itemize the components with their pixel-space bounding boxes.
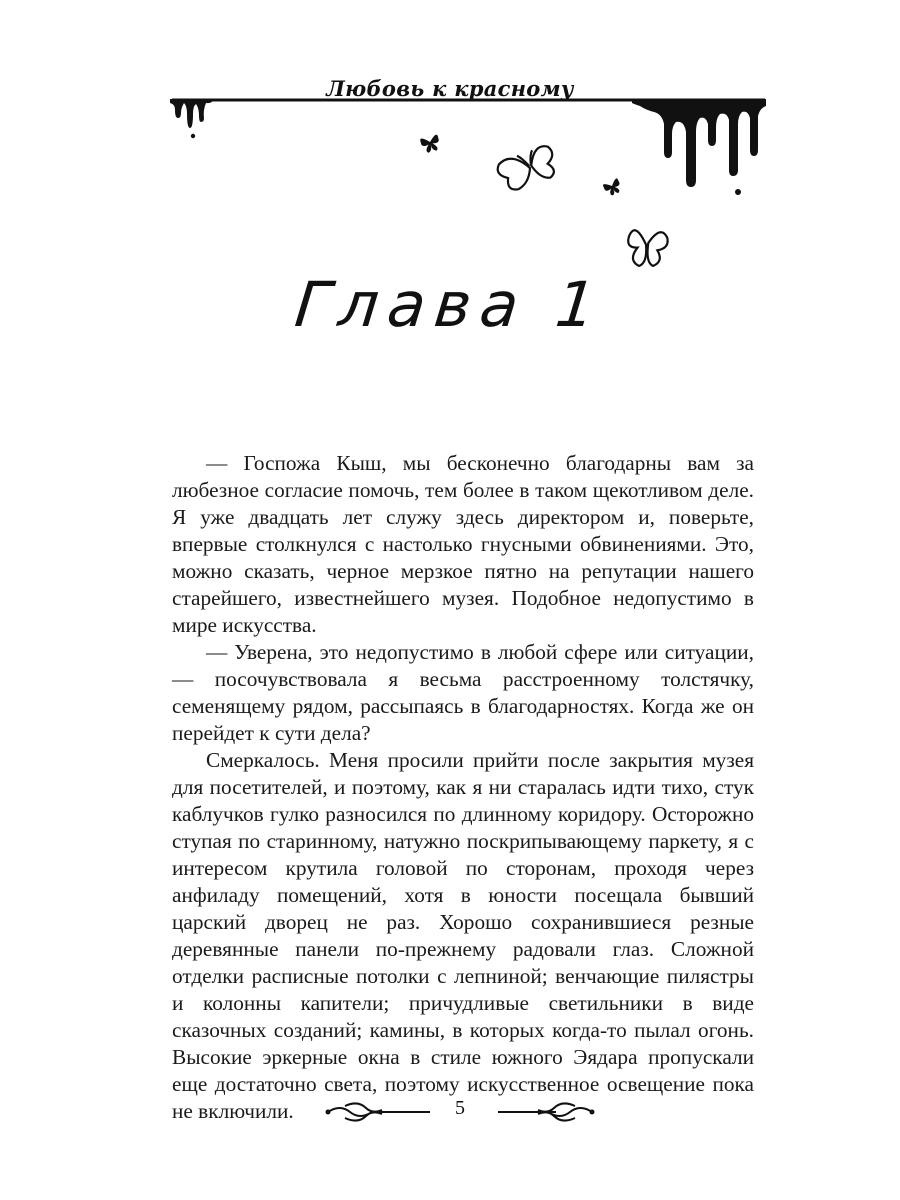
chapter-title: Глава 1 [291,268,609,341]
butterfly-icon [495,144,560,194]
page-number: 5 [455,1097,465,1119]
running-title: Любовь к красному [326,76,574,101]
header-drip-decoration [0,0,900,300]
paint-drip-icon [170,99,214,138]
butterfly-icon [602,178,623,198]
paragraph: — Госпожа Кыш, мы бесконечно благодарны вам за любезное согласие помочь, тем более в таком щекотливом деле. Я уже двадцать лет служу здесь директором и, поверьте, впервые столкнулся с настолько гнусными обвинениями. Это, можно сказать, черное мерзкое пятно на репутации нашего старейшего, известнейшего музея. Подобное недопустимо в мире искусства. [172,451,754,637]
paint-drip-icon [632,99,766,195]
butterfly-icon [625,228,669,270]
paragraph: — Уверена, это недопустимо в любой сфере или ситуации, — посочувствовала я весьма расстроенному толстячку, семенящему рядом, рассыпаясь в благодарностях. Когда же он перейдет к сути дела? [172,640,754,745]
body-text [172,450,754,1125]
butterfly-icon [420,134,442,154]
paragraph: Смеркалось. Меня просили прийти после закрытия музея для посетителей, и поэтому, как я ни старалась идти тихо, стук каблучков гулко разносился по длинному коридору. Осторожно ступая по старинному, натужно поскрипывающему паркету, я с интересом крутила головой по сторонам, проходя через анфиладу помещений, хотя в юности посещала бывший царский дворец не раз. Хорошо сохранившиеся резные деревянные панели по-прежнему радовали глаз. Сложной отделки расписные потолки с лепниной; венчающие пилястры и колонны капители; причудливые светильники в виде сказочных созданий; камины, в которых когда-то пылал огонь. Высокие эркерные окна в стиле южного Эядара пропускали еще достаточно света, поэтому искусственное освещение пока не включили. [172,748,754,1123]
